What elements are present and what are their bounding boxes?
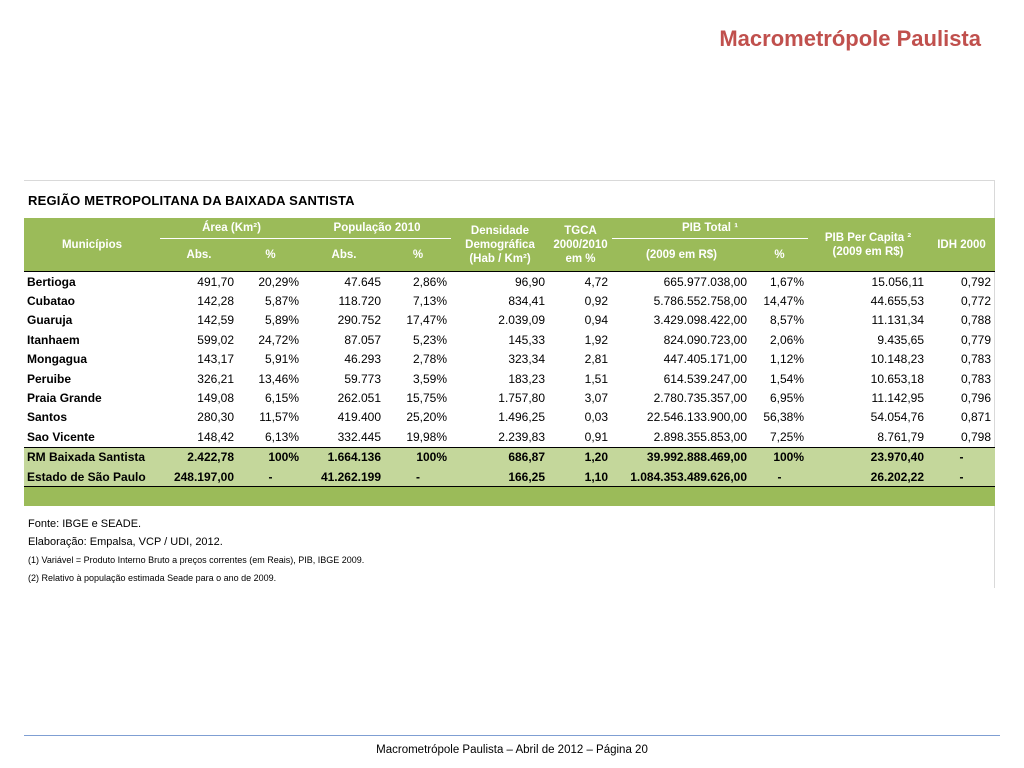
header-tgca: TGCA 2000/2010 em %	[549, 218, 612, 272]
table-cell: 824.090.723,00	[663, 332, 748, 347]
table-cell: 2,78%	[412, 352, 448, 367]
data-table	[24, 218, 995, 506]
table-cell: 15.056,11	[808, 272, 928, 292]
slide-footer: Macrometrópole Paulista – Abril de 2012 – Página 20	[376, 744, 648, 756]
table-cell: 3.429.098.422,00	[653, 313, 748, 328]
municipio-name: Santos	[27, 410, 68, 425]
table-cell: 5,91%	[264, 352, 300, 367]
municipio-name: Praia Grande	[27, 391, 102, 406]
table-cell: 834,41	[508, 294, 546, 309]
note-2: (2) Relativo à população estimada Seade para o ano de 2009.	[28, 573, 277, 583]
table-cell: 22.546.133.900,00	[646, 410, 748, 425]
table-row	[24, 311, 995, 330]
table-cell: 20,29%	[238, 272, 303, 292]
table-cell: 11.131,34	[871, 313, 925, 328]
table-cell: 491,70	[160, 272, 238, 292]
table-cell: 1.664.136	[303, 447, 385, 467]
table-cell: 41.262.199	[303, 467, 385, 487]
header-densidade: Densidade Demográfica (Hab / Km²)	[451, 218, 549, 272]
municipio-name: Mongagua	[27, 352, 87, 367]
table-cell: 166,25	[451, 467, 549, 487]
table-cell: 19,98%	[406, 429, 448, 444]
total-row	[24, 447, 995, 467]
table-row	[24, 330, 995, 349]
table-cell: 290.752	[337, 313, 382, 328]
table-cell: 6,95%	[770, 391, 805, 406]
table-cell: 332.445	[337, 429, 382, 444]
table-cell: 614.539.247,00	[663, 371, 748, 386]
footer-rule	[24, 735, 1000, 736]
table-cell: -	[238, 467, 303, 487]
table-cell: 100%	[751, 447, 808, 467]
table-cell: 0,92	[584, 294, 609, 309]
note-fonte: Fonte: IBGE e SEADE.	[28, 518, 142, 530]
table-row	[24, 272, 995, 292]
table-cell: 3,07	[584, 391, 609, 406]
table-cell: -	[385, 467, 451, 487]
table-cell: 2,86%	[385, 272, 451, 292]
table-cell: 47.645	[303, 272, 385, 292]
table-cell: 0,91	[584, 429, 609, 444]
table-cell: 686,87	[451, 447, 549, 467]
notes	[28, 515, 364, 587]
table-cell: 9.435,65	[877, 332, 925, 347]
header-populacao: População 2010	[303, 218, 451, 239]
table-cell: 5,89%	[264, 313, 300, 328]
table-cell: 1.496,25	[498, 410, 546, 425]
table-cell: 0,03	[584, 410, 609, 425]
table-cell: 2.039,09	[498, 313, 546, 328]
header-pib-subtitle: (2009 em R$)	[612, 239, 751, 272]
table-cell: 2.239,83	[498, 429, 546, 444]
table-row	[24, 408, 995, 427]
table-cell: 2.422,78	[160, 447, 238, 467]
municipio-name: RM Baixada Santista	[24, 447, 160, 467]
table-cell: 447.405.171,00	[663, 352, 748, 367]
table-cell: 17,47%	[406, 313, 448, 328]
table-footer-band	[24, 487, 995, 506]
header-pib-pct: %	[751, 239, 808, 272]
municipio-name: Estado de São Paulo	[24, 467, 160, 487]
note-1: (1) Variável = Produto Interno Bruto a preços correntes (em Reais), PIB, IBGE 2009.	[28, 555, 365, 565]
table-row	[24, 350, 995, 369]
table-cell: 10.148,23	[870, 352, 925, 367]
table-row	[24, 427, 995, 447]
table-cell: 13,46%	[258, 371, 300, 386]
municipio-name: Bertioga	[24, 272, 160, 292]
header-area: Área (Km²)	[160, 218, 303, 239]
table-cell: 0,796	[961, 391, 992, 406]
municipio-name: Sao Vicente	[27, 429, 95, 444]
table-cell: 1,92	[584, 332, 609, 347]
table-cell: 2,81	[584, 352, 609, 367]
table-cell: 1,12%	[770, 352, 805, 367]
table-cell: 5,23%	[412, 332, 448, 347]
table-cell: 26.202,22	[808, 467, 928, 487]
table-cell: 15,75%	[406, 391, 448, 406]
table-cell: 280,30	[197, 410, 234, 425]
table-cell: -	[928, 467, 995, 487]
header-area-abs: Abs.	[160, 239, 238, 272]
table-cell: 183,23	[508, 371, 546, 386]
header-area-pct: %	[238, 239, 303, 272]
table-cell: 7,25%	[770, 429, 805, 444]
table-cell: 54.054,76	[870, 410, 925, 425]
table-cell: 1.757,80	[498, 391, 546, 406]
table-cell: 100%	[238, 447, 303, 467]
table-cell: 6,15%	[264, 391, 300, 406]
table-cell: 14,47%	[763, 294, 805, 309]
table-cell: 2.898.355.853,00	[653, 429, 748, 444]
table-cell: 419.400	[337, 410, 382, 425]
note-elaboracao: Elaboração: Empalsa, VCP / UDI, 2012.	[28, 536, 223, 548]
total-row	[24, 467, 995, 487]
table-cell: 8,57%	[770, 313, 805, 328]
table-cell: -	[751, 467, 808, 487]
header-idh: IDH 2000	[928, 218, 995, 272]
table-cell: 4,72	[549, 272, 612, 292]
table-cell: 2,06%	[770, 332, 805, 347]
table-cell: 0,94	[584, 313, 609, 328]
table-cell: 8.761,79	[877, 429, 925, 444]
table-cell: 100%	[385, 447, 451, 467]
table-row	[24, 369, 995, 388]
table-cell: 0,798	[961, 429, 992, 444]
header-pop-abs: Abs.	[303, 239, 385, 272]
table-cell: 142,28	[197, 294, 234, 309]
table-cell: 24,72%	[258, 332, 300, 347]
table-cell: 262.051	[337, 391, 382, 406]
table-cell: 143,17	[197, 352, 234, 367]
table-cell: 1,67%	[751, 272, 808, 292]
table-cell: 7,13%	[412, 294, 448, 309]
table-footer-band-cell	[24, 487, 995, 506]
table-cell: 10.653,18	[870, 371, 925, 386]
table-cell: 25,20%	[406, 410, 448, 425]
table-cell: 39.992.888.469,00	[612, 447, 751, 467]
table-cell: 148,42	[197, 429, 234, 444]
table-cell: 599,02	[197, 332, 234, 347]
table-cell: 6,13%	[264, 429, 300, 444]
slide-title: Macrometrópole Paulista	[719, 26, 981, 51]
table-cell: 149,08	[197, 391, 234, 406]
table-cell: 56,38%	[763, 410, 805, 425]
table-cell: 1,20	[549, 447, 612, 467]
header-pib-total: PIB Total ¹	[612, 218, 808, 239]
table-cell: 0,783	[961, 371, 992, 386]
table-cell: 0,871	[961, 410, 992, 425]
table-cell: 326,21	[197, 371, 234, 386]
municipio-name: Cubatao	[27, 294, 75, 309]
table-cell: 1,10	[549, 467, 612, 487]
header-municipios: Municípios	[24, 218, 160, 272]
header-pop-pct: %	[385, 239, 451, 272]
table-cell: 142,59	[197, 313, 234, 328]
table-cell: 11,57%	[259, 410, 300, 425]
table-row	[24, 291, 995, 310]
table-cell: 145,33	[508, 332, 546, 347]
municipio-name: Itanhaem	[27, 332, 80, 347]
table-cell: 23.970,40	[808, 447, 928, 467]
table-cell: 5.786.552.758,00	[653, 294, 748, 309]
table-cell: 2.780.735.357,00	[653, 391, 748, 406]
table-cell: 0,788	[961, 313, 992, 328]
header-pib-per-capita: PIB Per Capita ² (2009 em R$)	[808, 218, 928, 272]
table-title: REGIÃO METROPOLITANA DA BAIXADA SANTISTA	[28, 193, 355, 208]
table-cell: 0,772	[961, 294, 992, 309]
table-row	[24, 388, 995, 407]
table-cell: 118.720	[338, 294, 382, 309]
table-cell: 0,792	[928, 272, 995, 292]
table-cell: 1.084.353.489.626,00	[612, 467, 751, 487]
table-cell: 96,90	[451, 272, 549, 292]
table-cell: 11.142,95	[871, 391, 925, 406]
municipio-name: Guaruja	[27, 313, 73, 328]
table-cell: 59.773	[344, 371, 382, 386]
table-cell: 44.655,53	[870, 294, 925, 309]
table-cell: 248.197,00	[160, 467, 238, 487]
table-cell: 0,779	[961, 332, 992, 347]
table-cell: -	[928, 447, 995, 467]
table-cell: 5,87%	[264, 294, 300, 309]
table-cell: 3,59%	[412, 371, 448, 386]
table-cell: 1,51	[584, 371, 609, 386]
table-cell: 0,783	[961, 352, 992, 367]
table-cell: 323,34	[508, 352, 546, 367]
table-cell: 87.057	[344, 332, 382, 347]
table-cell: 1,54%	[770, 371, 805, 386]
table-cell: 46.293	[344, 352, 382, 367]
table-cell: 665.977.038,00	[612, 272, 751, 292]
municipio-name: Peruibe	[27, 371, 72, 386]
